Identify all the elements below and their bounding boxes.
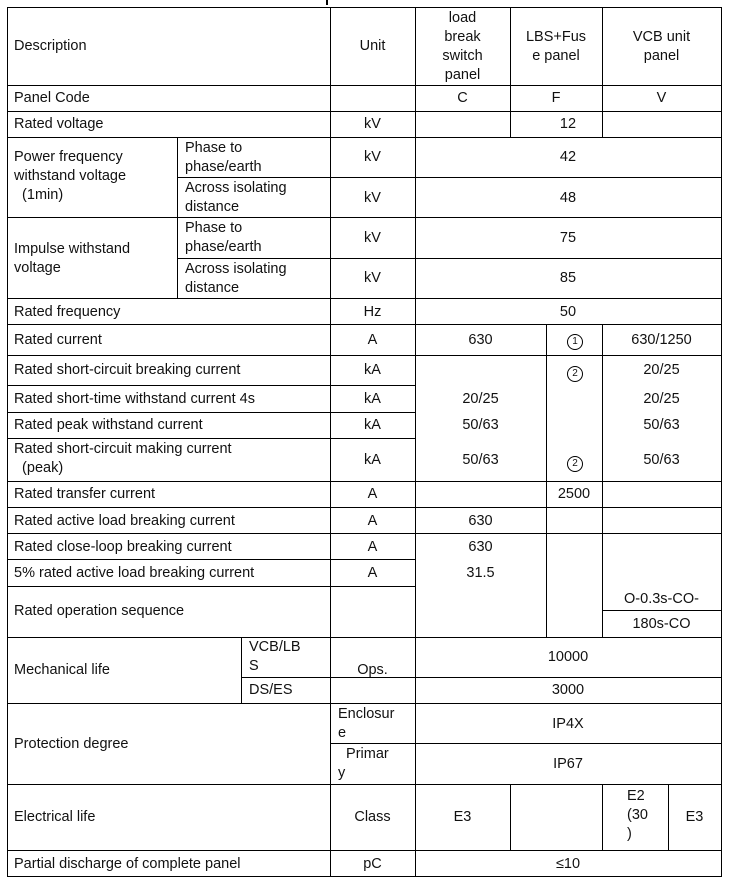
note-marker-1: 1 — [567, 334, 583, 350]
cell-v: 20/25 — [643, 391, 680, 407]
row-label: 5% rated active load breaking current — [14, 565, 255, 581]
row-label: Rated short-time withstand current 4s — [14, 391, 255, 407]
row-unit: kV — [364, 116, 381, 132]
row-sublabel: DS/ES — [249, 682, 293, 698]
row-unit: Class — [354, 809, 391, 825]
row-sublabel: Enclosur e — [338, 706, 395, 741]
header-description: Description — [14, 38, 87, 54]
row-value: 85 — [559, 270, 577, 286]
cell-v: O-0.3s-CO- — [624, 591, 699, 607]
row-unit: kA — [364, 391, 381, 407]
header-col-c: load break switch panel — [442, 10, 483, 83]
row-label: Partial discharge of complete panel — [14, 856, 241, 872]
row-value: 42 — [559, 149, 577, 165]
note-marker-2: 2 — [567, 366, 583, 382]
row-label: Mechanical life — [14, 662, 110, 678]
row-value: 3000 — [551, 682, 585, 698]
row-unit: A — [367, 332, 378, 348]
cell-v: 50/63 — [643, 417, 680, 433]
cell-c: C — [457, 90, 468, 106]
cell-f: 2500 — [557, 486, 591, 502]
row-unit: kA — [364, 417, 381, 433]
row-label: Protection degree — [14, 736, 129, 752]
row-sublabel: Phase to phase/earth — [185, 140, 262, 175]
row-label: Rated frequency — [14, 304, 121, 320]
cell-c: 31.5 — [466, 565, 495, 581]
cell-c: E3 — [453, 809, 472, 825]
cell-v: V — [656, 90, 667, 106]
cell-c: 630 — [468, 513, 493, 529]
row-label: Rated voltage — [14, 116, 104, 132]
row-label: Electrical life — [14, 809, 96, 825]
row-unit: pC — [363, 856, 382, 872]
row-value: ≤10 — [555, 856, 581, 872]
row-value: IP4X — [552, 716, 584, 732]
page-edge-mark — [326, 0, 328, 5]
cell-v: 50/63 — [643, 452, 680, 468]
row-label: Rated short-circuit breaking current — [14, 362, 241, 378]
cell-v: E3 — [685, 809, 704, 825]
row-unit: Hz — [363, 304, 382, 320]
row-label: Rated active load breaking current — [14, 513, 235, 529]
row-unit: A — [367, 565, 378, 581]
row-sublabel: Phase to phase/earth — [185, 220, 262, 255]
row-label: Rated operation sequence — [14, 603, 185, 619]
cell-v: 180s-CO — [632, 616, 691, 632]
row-sublabel: Primar y — [338, 746, 389, 781]
row-sublabel: Across isolating distance — [185, 261, 287, 296]
row-label: Panel Code — [14, 90, 90, 106]
row-sublabel: VCB/LB S — [249, 639, 301, 674]
row-sublabel: Across isolating distance — [185, 180, 287, 215]
header-col-f: LBS+Fus e panel — [525, 29, 587, 64]
row-value: 50 — [559, 304, 577, 320]
row-unit: A — [367, 486, 378, 502]
row-unit: kV — [364, 190, 381, 206]
row-label: Impulse withstand voltage — [14, 241, 131, 276]
row-unit: kA — [364, 362, 381, 378]
row-unit: A — [367, 513, 378, 529]
cell-v: 630/1250 — [631, 332, 692, 348]
cell-v: E2 (30 ) — [627, 788, 648, 842]
row-label: Rated transfer current — [14, 486, 156, 502]
row-unit: kV — [364, 230, 381, 246]
row-unit: Ops. — [357, 662, 388, 678]
row-label: Rated short-circuit making current (peak) — [14, 441, 232, 476]
cell-c: 630 — [468, 539, 493, 555]
cell-c: 50/63 — [462, 452, 499, 468]
row-value: 48 — [559, 190, 577, 206]
row-unit: kV — [364, 270, 381, 286]
row-unit: kA — [364, 452, 381, 468]
row-label: Rated peak withstand current — [14, 417, 203, 433]
cell-c: 50/63 — [462, 417, 499, 433]
row-label: Power frequency withstand voltage (1min) — [14, 149, 127, 203]
row-value: 12 — [559, 116, 577, 132]
row-value: 10000 — [547, 649, 589, 665]
row-label: Rated close-loop breaking current — [14, 539, 232, 555]
cell-v: 20/25 — [643, 362, 680, 378]
row-value: 75 — [559, 230, 577, 246]
row-unit: A — [367, 539, 378, 555]
cell-f: F — [551, 90, 561, 106]
header-col-v: VCB unit panel — [632, 29, 691, 64]
row-label: Rated current — [14, 332, 102, 348]
row-value: IP67 — [553, 756, 583, 772]
note-marker-2: 2 — [567, 456, 583, 472]
header-unit: Unit — [359, 38, 386, 54]
cell-c: 20/25 — [462, 391, 499, 407]
row-unit: kV — [364, 149, 381, 165]
cell-c: 630 — [468, 332, 493, 348]
